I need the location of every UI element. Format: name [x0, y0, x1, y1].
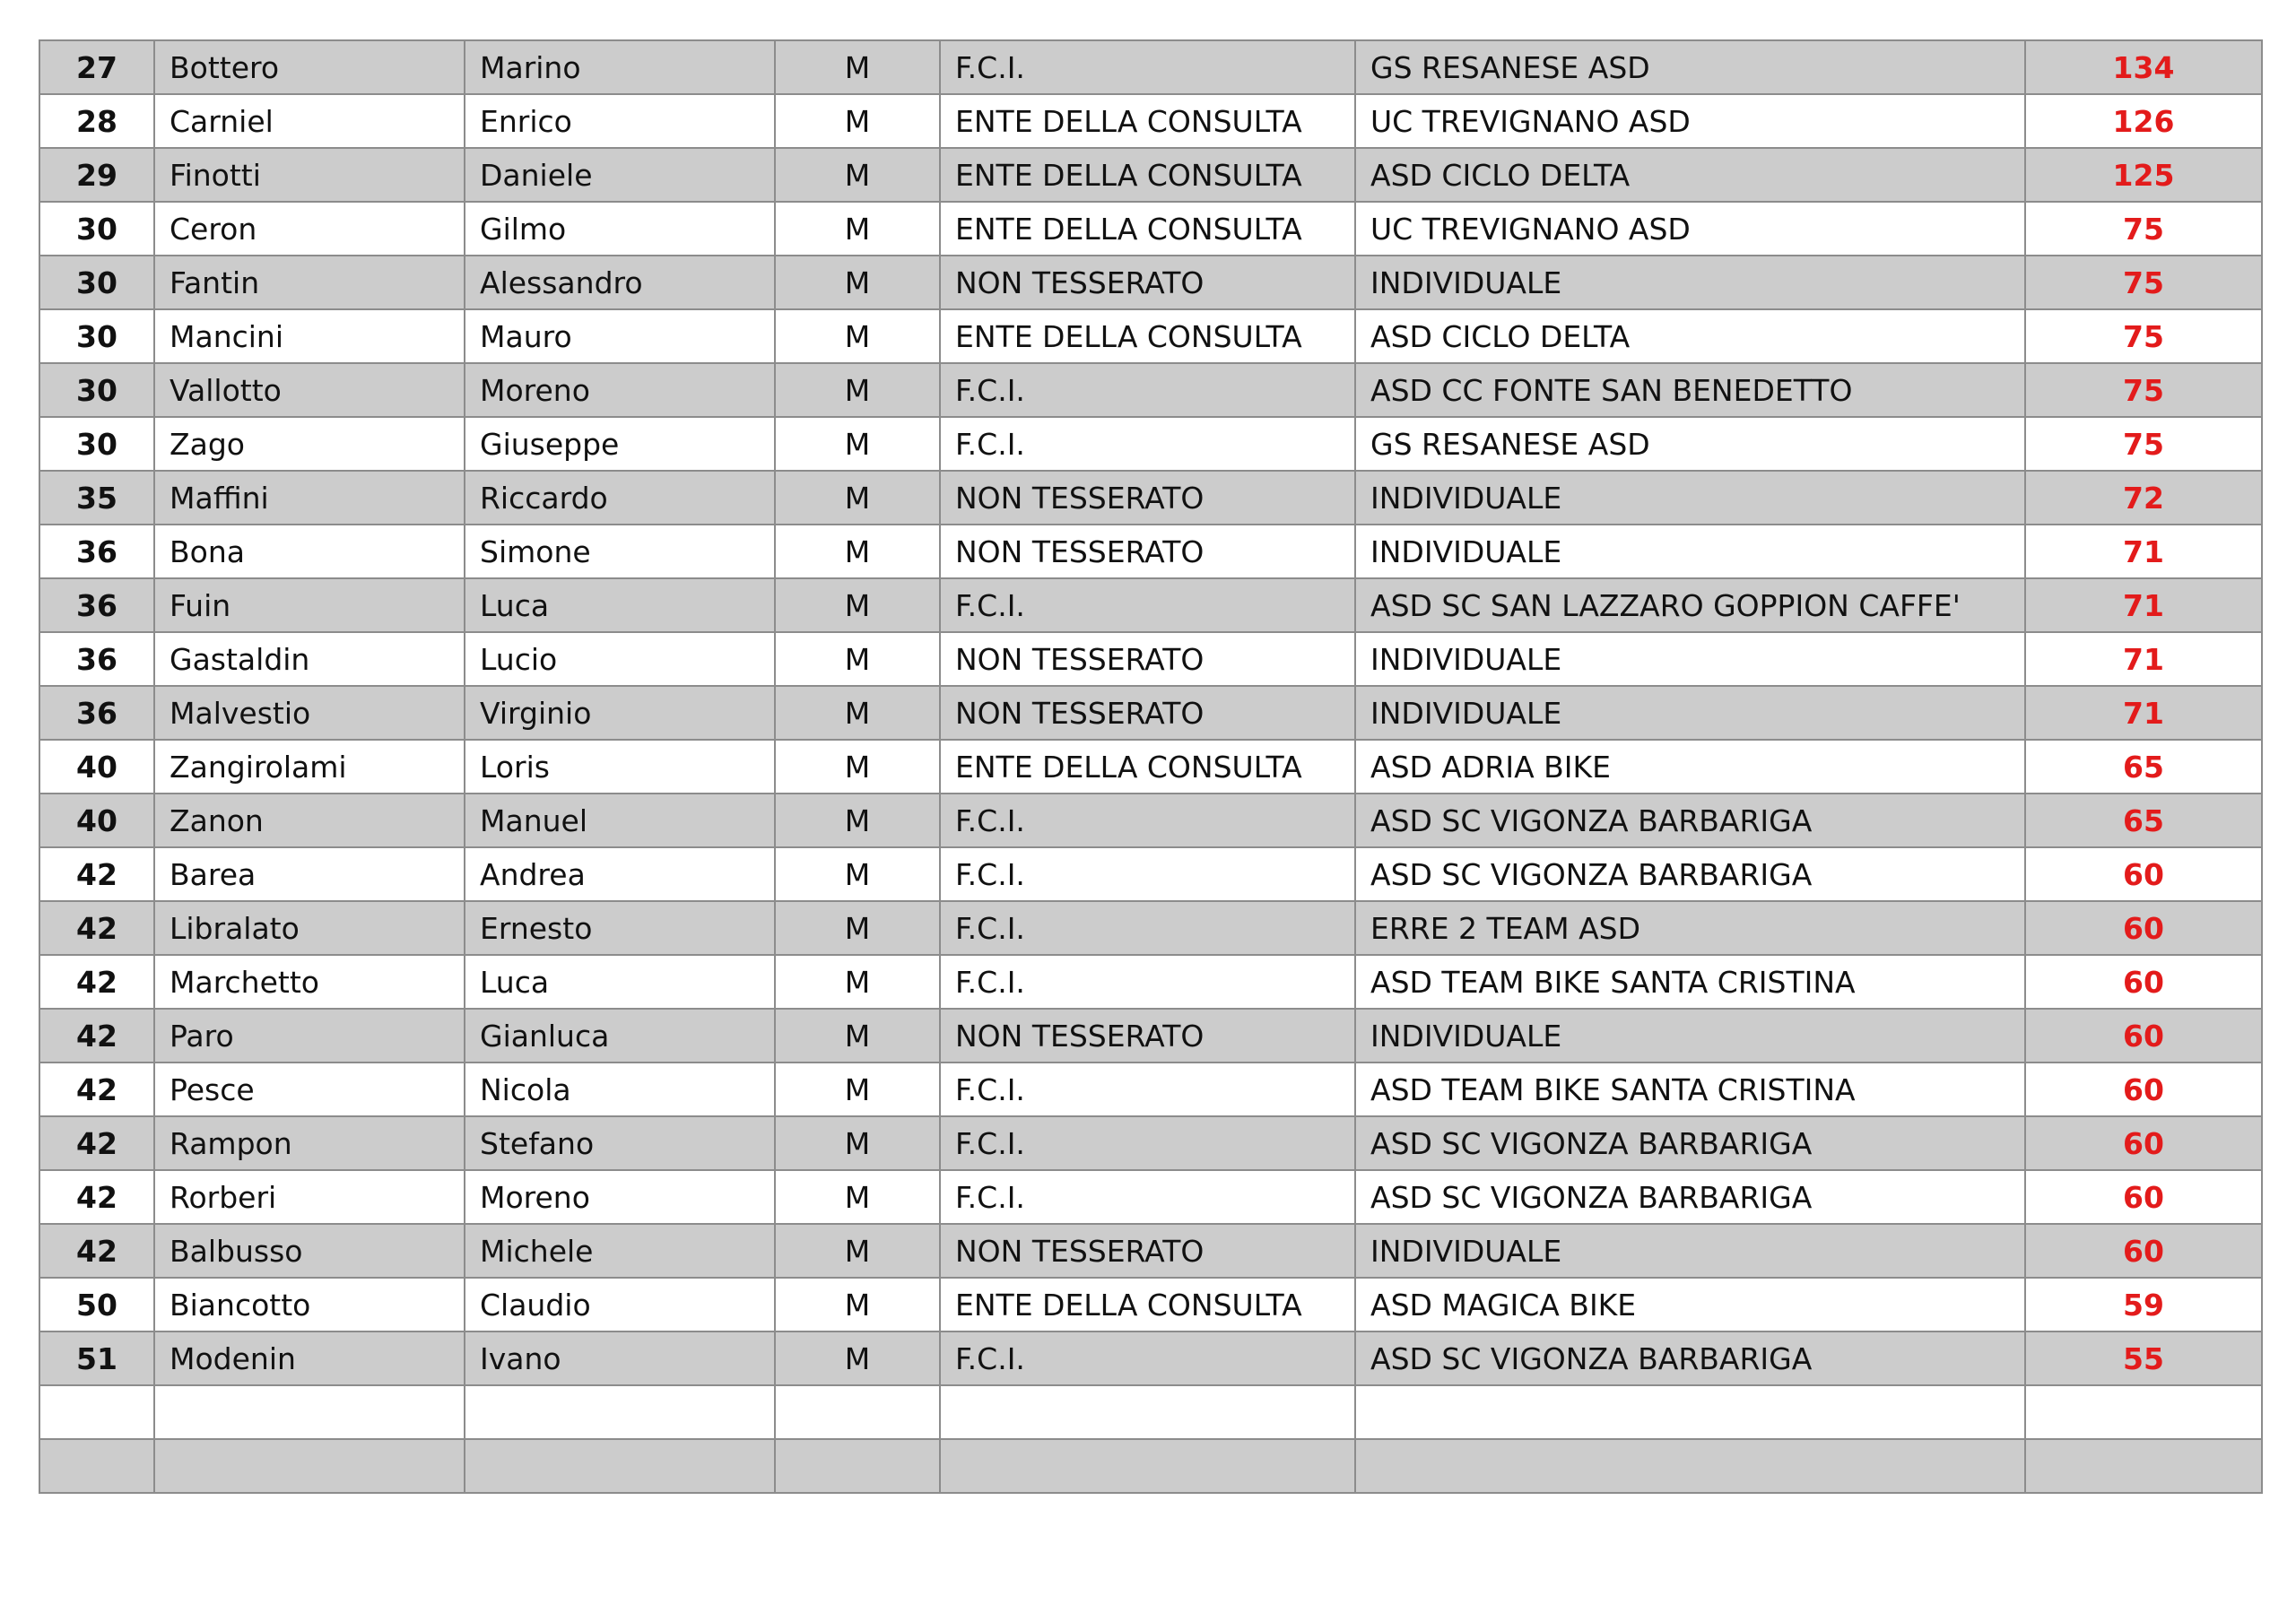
federation-cell: F.C.I. — [940, 1116, 1355, 1170]
sex-cell: M — [775, 525, 940, 578]
team-cell: ASD TEAM BIKE SANTA CRISTINA — [1355, 1063, 2025, 1116]
points-cell: 65 — [2025, 794, 2262, 847]
federation-cell: F.C.I. — [940, 40, 1355, 94]
surname-cell: Zago — [154, 417, 465, 471]
team-cell: ASD SC SAN LAZZARO GOPPION CAFFE' — [1355, 578, 2025, 632]
surname-cell: Mancini — [154, 309, 465, 363]
name-cell: Gilmo — [465, 202, 775, 256]
name-cell: Alessandro — [465, 256, 775, 309]
surname-cell: Rorberi — [154, 1170, 465, 1224]
name-cell — [465, 1385, 775, 1439]
sex-cell: M — [775, 40, 940, 94]
team-cell: UC TREVIGNANO ASD — [1355, 94, 2025, 148]
sex-cell: M — [775, 148, 940, 202]
table-row — [39, 256, 2262, 309]
rank-cell: 50 — [39, 1278, 154, 1331]
name-cell: Manuel — [465, 794, 775, 847]
federation-cell: NON TESSERATO — [940, 1009, 1355, 1063]
name-cell: Giuseppe — [465, 417, 775, 471]
surname-cell: Ceron — [154, 202, 465, 256]
table-row — [39, 1439, 2262, 1493]
table-row — [39, 1063, 2262, 1116]
surname-cell: Fantin — [154, 256, 465, 309]
federation-cell: NON TESSERATO — [940, 686, 1355, 740]
federation-cell: F.C.I. — [940, 901, 1355, 955]
points-cell: 75 — [2025, 363, 2262, 417]
name-cell: Daniele — [465, 148, 775, 202]
points-cell: 60 — [2025, 1224, 2262, 1278]
name-cell: Simone — [465, 525, 775, 578]
team-cell: ASD SC VIGONZA BARBARIGA — [1355, 794, 2025, 847]
team-cell: INDIVIDUALE — [1355, 632, 2025, 686]
points-cell: 60 — [2025, 1116, 2262, 1170]
surname-cell: Biancotto — [154, 1278, 465, 1331]
rank-cell: 42 — [39, 901, 154, 955]
team-cell: INDIVIDUALE — [1355, 1009, 2025, 1063]
rank-cell: 30 — [39, 363, 154, 417]
points-cell: 71 — [2025, 632, 2262, 686]
points-cell: 75 — [2025, 256, 2262, 309]
rank-cell — [39, 1439, 154, 1493]
rank-cell: 40 — [39, 794, 154, 847]
sex-cell: M — [775, 1224, 940, 1278]
federation-cell: NON TESSERATO — [940, 471, 1355, 525]
rank-cell: 36 — [39, 686, 154, 740]
rank-cell: 30 — [39, 256, 154, 309]
rank-cell: 30 — [39, 309, 154, 363]
table-row — [39, 1331, 2262, 1385]
surname-cell: Zangirolami — [154, 740, 465, 794]
federation-cell: F.C.I. — [940, 578, 1355, 632]
sex-cell — [775, 1385, 940, 1439]
team-cell: ASD CICLO DELTA — [1355, 148, 2025, 202]
rank-cell: 42 — [39, 847, 154, 901]
table-row — [39, 847, 2262, 901]
table-row — [39, 955, 2262, 1009]
federation-cell: F.C.I. — [940, 1170, 1355, 1224]
sex-cell: M — [775, 1170, 940, 1224]
sex-cell: M — [775, 578, 940, 632]
team-cell — [1355, 1385, 2025, 1439]
federation-cell: F.C.I. — [940, 1063, 1355, 1116]
points-cell: 134 — [2025, 40, 2262, 94]
points-cell: 60 — [2025, 847, 2262, 901]
team-cell: ASD SC VIGONZA BARBARIGA — [1355, 847, 2025, 901]
table-row — [39, 686, 2262, 740]
sex-cell: M — [775, 1063, 940, 1116]
rank-cell: 42 — [39, 1009, 154, 1063]
federation-cell — [940, 1385, 1355, 1439]
points-cell: 55 — [2025, 1331, 2262, 1385]
federation-cell: ENTE DELLA CONSULTA — [940, 94, 1355, 148]
table-row — [39, 578, 2262, 632]
table-row — [39, 794, 2262, 847]
points-cell: 72 — [2025, 471, 2262, 525]
table-row — [39, 1009, 2262, 1063]
surname-cell: Gastaldin — [154, 632, 465, 686]
name-cell: Stefano — [465, 1116, 775, 1170]
federation-cell: ENTE DELLA CONSULTA — [940, 148, 1355, 202]
sex-cell: M — [775, 471, 940, 525]
table-row — [39, 525, 2262, 578]
points-cell: 60 — [2025, 1170, 2262, 1224]
rank-cell: 42 — [39, 955, 154, 1009]
team-cell: UC TREVIGNANO ASD — [1355, 202, 2025, 256]
surname-cell: Maffini — [154, 471, 465, 525]
team-cell: INDIVIDUALE — [1355, 256, 2025, 309]
rank-cell: 27 — [39, 40, 154, 94]
federation-cell: F.C.I. — [940, 363, 1355, 417]
team-cell: ASD SC VIGONZA BARBARIGA — [1355, 1116, 2025, 1170]
sex-cell: M — [775, 417, 940, 471]
name-cell: Nicola — [465, 1063, 775, 1116]
table-row — [39, 363, 2262, 417]
name-cell: Virginio — [465, 686, 775, 740]
surname-cell: Balbusso — [154, 1224, 465, 1278]
surname-cell: Marchetto — [154, 955, 465, 1009]
rank-cell: 30 — [39, 202, 154, 256]
points-cell: 59 — [2025, 1278, 2262, 1331]
sex-cell: M — [775, 202, 940, 256]
points-cell: 75 — [2025, 202, 2262, 256]
surname-cell: Zanon — [154, 794, 465, 847]
name-cell: Lucio — [465, 632, 775, 686]
surname-cell: Modenin — [154, 1331, 465, 1385]
federation-cell: F.C.I. — [940, 847, 1355, 901]
table-row — [39, 309, 2262, 363]
sex-cell: M — [775, 256, 940, 309]
points-cell: 65 — [2025, 740, 2262, 794]
rank-cell: 42 — [39, 1063, 154, 1116]
federation-cell: NON TESSERATO — [940, 256, 1355, 309]
sex-cell: M — [775, 955, 940, 1009]
team-cell: ASD ADRIA BIKE — [1355, 740, 2025, 794]
sex-cell: M — [775, 794, 940, 847]
table-row — [39, 1278, 2262, 1331]
rank-cell: 28 — [39, 94, 154, 148]
team-cell: ASD TEAM BIKE SANTA CRISTINA — [1355, 955, 2025, 1009]
points-cell: 60 — [2025, 955, 2262, 1009]
table-row — [39, 901, 2262, 955]
surname-cell: Pesce — [154, 1063, 465, 1116]
surname-cell: Libralato — [154, 901, 465, 955]
name-cell: Claudio — [465, 1278, 775, 1331]
points-cell: 75 — [2025, 309, 2262, 363]
surname-cell — [154, 1385, 465, 1439]
name-cell: Moreno — [465, 363, 775, 417]
team-cell — [1355, 1439, 2025, 1493]
table-row — [39, 471, 2262, 525]
sex-cell: M — [775, 1278, 940, 1331]
name-cell: Luca — [465, 578, 775, 632]
name-cell: Ernesto — [465, 901, 775, 955]
name-cell: Ivano — [465, 1331, 775, 1385]
sex-cell: M — [775, 309, 940, 363]
federation-cell: ENTE DELLA CONSULTA — [940, 309, 1355, 363]
name-cell: Enrico — [465, 94, 775, 148]
name-cell: Marino — [465, 40, 775, 94]
surname-cell: Bona — [154, 525, 465, 578]
federation-cell: NON TESSERATO — [940, 632, 1355, 686]
results-body — [39, 40, 2262, 1493]
table-row — [39, 94, 2262, 148]
federation-cell: ENTE DELLA CONSULTA — [940, 202, 1355, 256]
surname-cell: Paro — [154, 1009, 465, 1063]
federation-cell: ENTE DELLA CONSULTA — [940, 1278, 1355, 1331]
federation-cell: ENTE DELLA CONSULTA — [940, 740, 1355, 794]
name-cell: Michele — [465, 1224, 775, 1278]
team-cell: ERRE 2 TEAM ASD — [1355, 901, 2025, 955]
federation-cell: NON TESSERATO — [940, 525, 1355, 578]
team-cell: ASD SC VIGONZA BARBARIGA — [1355, 1331, 2025, 1385]
table-row — [39, 1170, 2262, 1224]
points-cell: 71 — [2025, 686, 2262, 740]
team-cell: INDIVIDUALE — [1355, 1224, 2025, 1278]
sex-cell — [775, 1439, 940, 1493]
points-cell — [2025, 1385, 2262, 1439]
table-row — [39, 1116, 2262, 1170]
team-cell: INDIVIDUALE — [1355, 525, 2025, 578]
points-cell: 60 — [2025, 1009, 2262, 1063]
rank-cell: 51 — [39, 1331, 154, 1385]
federation-cell: F.C.I. — [940, 794, 1355, 847]
name-cell: Loris — [465, 740, 775, 794]
name-cell: Mauro — [465, 309, 775, 363]
table-row — [39, 417, 2262, 471]
rank-cell: 36 — [39, 525, 154, 578]
points-cell: 75 — [2025, 417, 2262, 471]
sex-cell: M — [775, 632, 940, 686]
table-row — [39, 632, 2262, 686]
name-cell: Gianluca — [465, 1009, 775, 1063]
name-cell — [465, 1439, 775, 1493]
table-row — [39, 740, 2262, 794]
rank-cell: 29 — [39, 148, 154, 202]
rank-cell: 42 — [39, 1116, 154, 1170]
points-cell: 126 — [2025, 94, 2262, 148]
team-cell: ASD CICLO DELTA — [1355, 309, 2025, 363]
team-cell: ASD SC VIGONZA BARBARIGA — [1355, 1170, 2025, 1224]
surname-cell: Finotti — [154, 148, 465, 202]
federation-cell: F.C.I. — [940, 417, 1355, 471]
surname-cell: Barea — [154, 847, 465, 901]
points-cell: 60 — [2025, 901, 2262, 955]
surname-cell — [154, 1439, 465, 1493]
sex-cell: M — [775, 901, 940, 955]
table-row — [39, 148, 2262, 202]
rank-cell: 30 — [39, 417, 154, 471]
sex-cell: M — [775, 1009, 940, 1063]
points-cell — [2025, 1439, 2262, 1493]
surname-cell: Fuin — [154, 578, 465, 632]
team-cell: ASD MAGICA BIKE — [1355, 1278, 2025, 1331]
surname-cell: Vallotto — [154, 363, 465, 417]
points-cell: 71 — [2025, 578, 2262, 632]
name-cell: Riccardo — [465, 471, 775, 525]
sex-cell: M — [775, 1116, 940, 1170]
surname-cell: Carniel — [154, 94, 465, 148]
sex-cell: M — [775, 363, 940, 417]
rank-cell: 36 — [39, 578, 154, 632]
points-cell: 71 — [2025, 525, 2262, 578]
points-cell: 60 — [2025, 1063, 2262, 1116]
sex-cell: M — [775, 1331, 940, 1385]
sex-cell: M — [775, 94, 940, 148]
team-cell: GS RESANESE ASD — [1355, 40, 2025, 94]
federation-cell — [940, 1439, 1355, 1493]
rank-cell: 42 — [39, 1224, 154, 1278]
federation-cell: NON TESSERATO — [940, 1224, 1355, 1278]
name-cell: Andrea — [465, 847, 775, 901]
name-cell: Moreno — [465, 1170, 775, 1224]
federation-cell: F.C.I. — [940, 955, 1355, 1009]
surname-cell: Rampon — [154, 1116, 465, 1170]
table-row — [39, 1385, 2262, 1439]
surname-cell: Bottero — [154, 40, 465, 94]
team-cell: INDIVIDUALE — [1355, 471, 2025, 525]
rank-cell: 36 — [39, 632, 154, 686]
points-cell: 125 — [2025, 148, 2262, 202]
rank-cell: 42 — [39, 1170, 154, 1224]
table-row — [39, 202, 2262, 256]
table-row — [39, 1224, 2262, 1278]
sex-cell: M — [775, 686, 940, 740]
name-cell: Luca — [465, 955, 775, 1009]
team-cell: INDIVIDUALE — [1355, 686, 2025, 740]
federation-cell: F.C.I. — [940, 1331, 1355, 1385]
results-table — [39, 39, 2263, 1494]
rank-cell: 35 — [39, 471, 154, 525]
table-row — [39, 40, 2262, 94]
team-cell: ASD CC FONTE SAN BENEDETTO — [1355, 363, 2025, 417]
team-cell: GS RESANESE ASD — [1355, 417, 2025, 471]
sex-cell: M — [775, 847, 940, 901]
rank-cell: 40 — [39, 740, 154, 794]
rank-cell — [39, 1385, 154, 1439]
sex-cell: M — [775, 740, 940, 794]
surname-cell: Malvestio — [154, 686, 465, 740]
